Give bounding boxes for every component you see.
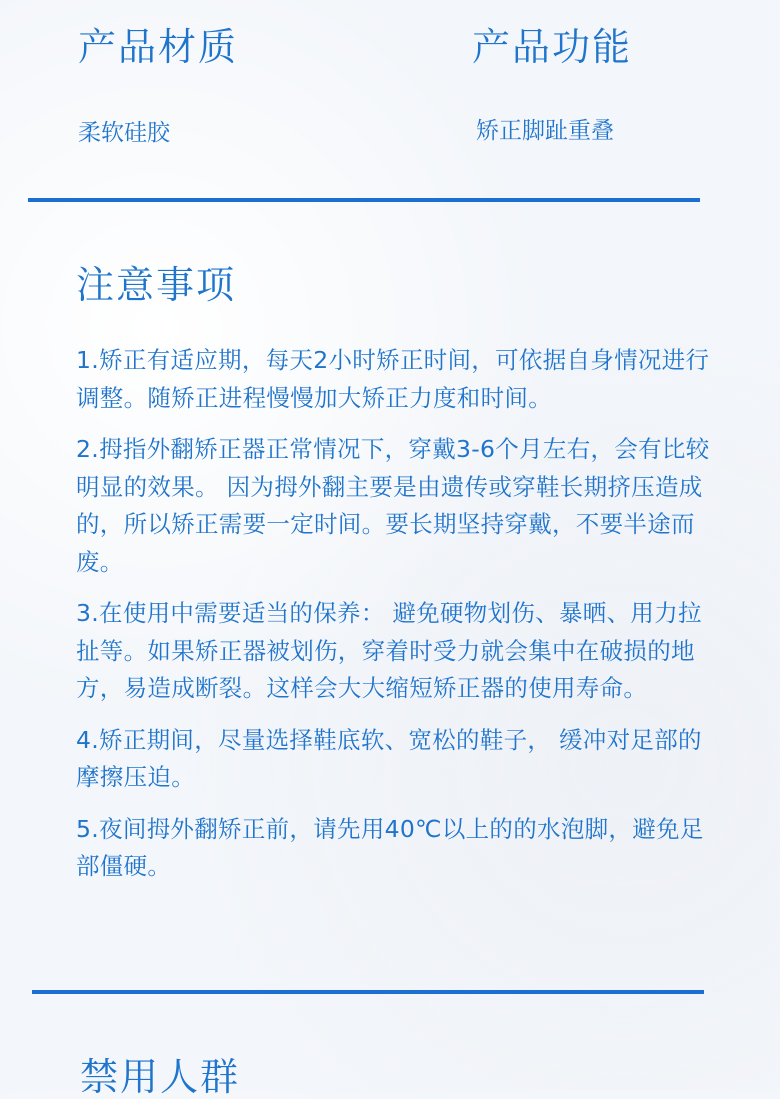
- note-item-5: 5.夜间拇外翻矫正前，请先用40℃以上的的水泡脚，避免足部僵硬。: [76, 814, 704, 880]
- forbidden-title: 禁用人群: [80, 1055, 241, 1099]
- note-item-3: 3.在使用中需要适当的保养： 避免硬物划伤、暴晒、用力拉扯等。如果矫正器被划伤，穿着时受力就会集中在破损的地方，易造成断裂。这样会大大缩短矫正器的使用寿命。: [76, 599, 702, 702]
- divider-top: [28, 198, 700, 202]
- note-item-4: 4.矫正期间，尽量选择鞋底软、宽松的鞋子， 缓冲对足部的摩擦压迫。: [76, 725, 702, 791]
- notes-title: 注意事项: [76, 263, 237, 307]
- note-item-1: 1.矫正有适应期，每天2小时矫正时间，可依据自身情况进行调整。随矫正进程慢慢加大矫正力度和时间。: [76, 346, 710, 412]
- note-item-2: 2.拇指外翻矫正器正常情况下，穿戴3-6个月左右，会有比较明显的效果。 因为拇外翻主要是由遗传或穿鞋长期挤压造成的，所以矫正需要一定时间。要长期坚持穿戴，不要半途而废。: [76, 435, 710, 576]
- material-value: 柔软硅胶: [78, 120, 170, 146]
- function-value: 矫正脚趾重叠: [476, 118, 614, 144]
- divider-bottom: [32, 990, 704, 994]
- notes-list: [76, 342, 716, 900]
- material-title: 产品材质: [78, 25, 239, 69]
- function-title: 产品功能: [472, 25, 633, 69]
